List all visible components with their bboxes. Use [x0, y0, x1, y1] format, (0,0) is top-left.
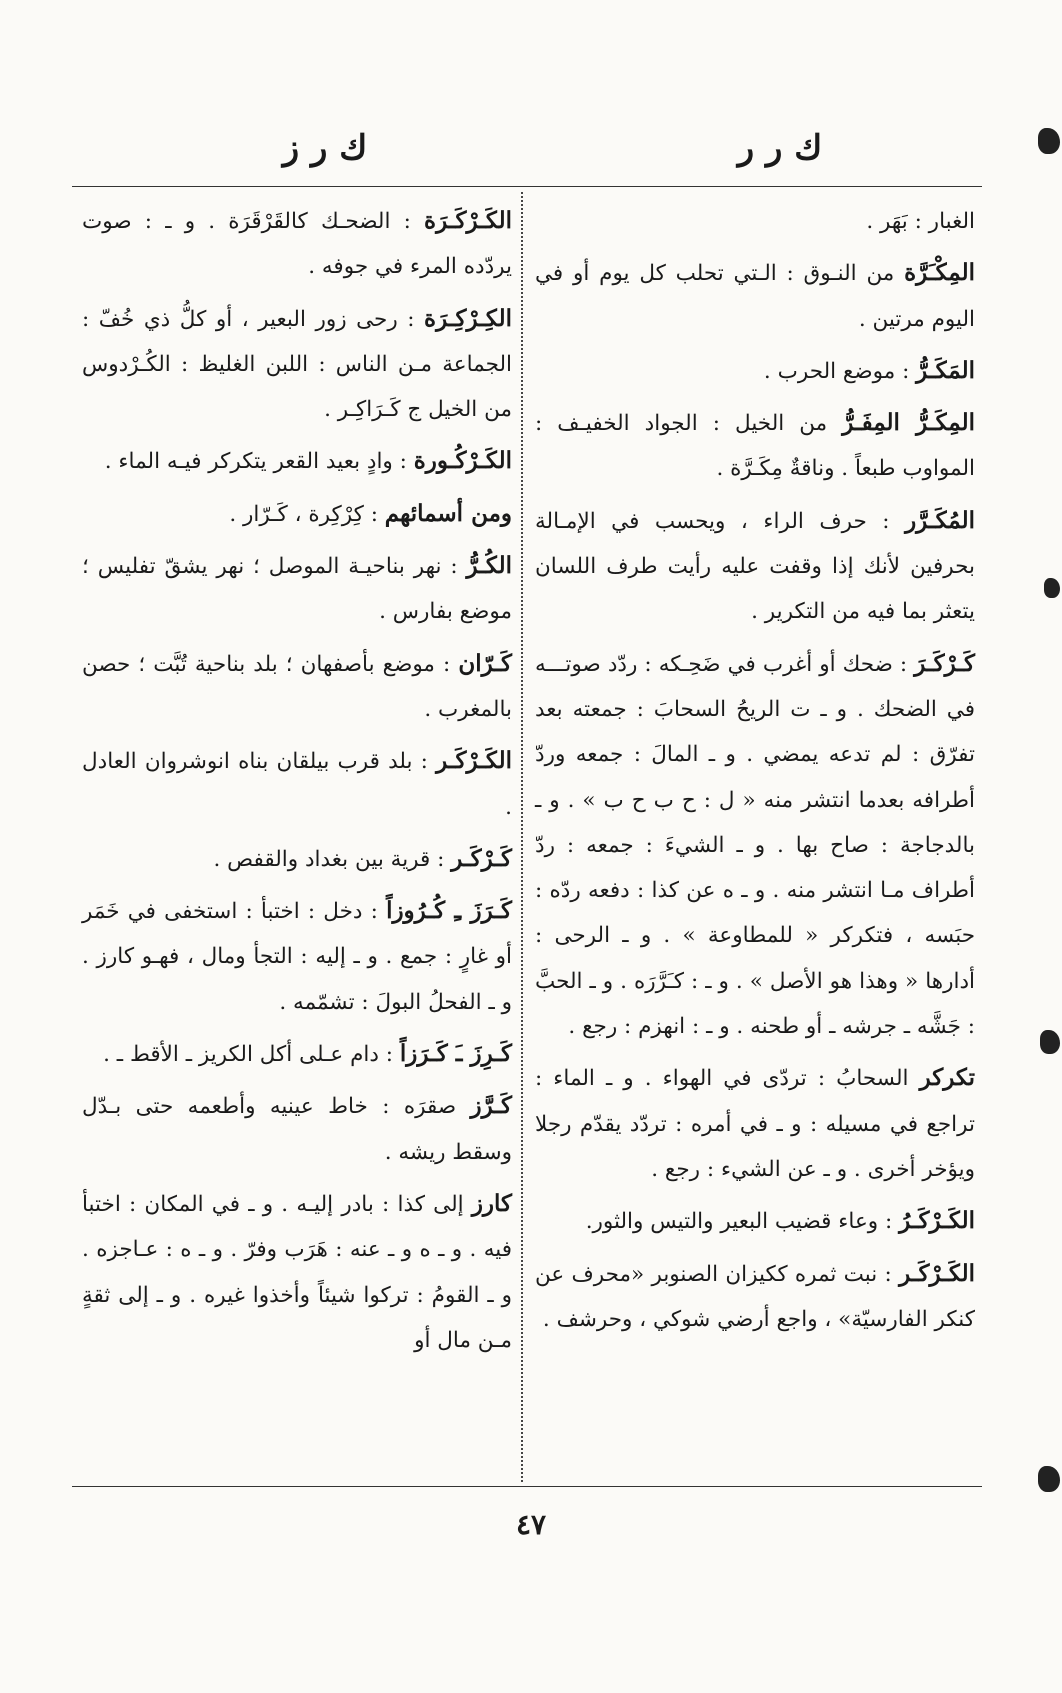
scan-edge-mark — [1044, 578, 1060, 598]
entry-headword: كَـرْكَـر — [451, 844, 512, 872]
bottom-rule — [72, 1486, 982, 1487]
entry-headword: تكركر — [919, 1064, 975, 1092]
entry-text: إلى كذا : بادر إليـه . و ـ في المكان : اختبأ فيه . و ـ ه و ـ عنه : هَرَب وفرّ . و ـ ه : عـاجزه . و ـ القومُ : تركوا شيئاً وأخذوا غيره . و ـ إلى ثقةٍ مـن مال أو — [82, 1191, 512, 1353]
entry-headword: كارز — [471, 1189, 512, 1217]
entry-text: : نهر بناحيـة الموصل ؛ نهر يشقّ تفليس ؛ موضع بفارس . — [82, 554, 512, 625]
entry-headword: الكَـرْكَـرَة — [424, 207, 512, 234]
entry-text: : رحى زور البعير ، أو كلُّ ذي خُفّ : الجماعة مـن الناس : اللبن الغليظ : الكُـرْدوس من الخيل ج كَـرَاكِـر . — [82, 306, 512, 423]
entry-text: : قرية بين بغداد والقفص . — [213, 846, 452, 872]
entry-headword: الكِـرْكِـرَة — [424, 304, 512, 332]
entry-headword: كَـرّان — [458, 649, 512, 677]
scan-edge-mark — [1038, 128, 1060, 154]
entry-text: : موضع بأصفهان ؛ بلد بناحية تُبَّت ؛ حصن بالمغرب . — [82, 651, 512, 722]
entry-text: : نبت ثمره ككيزان الصنوبر «محرف عن كنكر الفارسيّة» ، واجع أرضي شوكي ، وحرشف . — [535, 1261, 975, 1332]
entry — [535, 1198, 975, 1244]
entry — [82, 543, 512, 635]
entry-text: : بلد قرب بيلقان بناه انوشروان العادل . — [82, 749, 512, 820]
entry — [82, 641, 512, 733]
entry-headword: المِكْـَرَّة — [904, 259, 975, 287]
entry-headword: الكَـرْكَـر — [436, 747, 512, 775]
entry-headword: المُكَـرَّر — [905, 506, 975, 534]
entry — [535, 400, 975, 492]
entry — [535, 1251, 975, 1343]
entry — [82, 1031, 512, 1077]
entry — [82, 438, 512, 484]
entry-text: السحابُ : تردّى في الهواء . و ـ الماء : تراجع في مسيله : و ـ في أمره : تردّد يقدّم رجلا ويؤخر أخرى . و ـ عن الشيء : رجع . — [535, 1066, 975, 1182]
entry-headword: كَـرْكَـرَ — [914, 649, 975, 677]
entry-text: : الضحـك كالقَرْقَرَة . و ـ : صوت يردّده المرء في جوفه . — [82, 209, 512, 280]
entry-text: : كِرْكِرة ، كَـرّار . — [229, 501, 385, 527]
entry — [82, 198, 512, 290]
entry — [82, 491, 512, 537]
entry-headword: المَكَـرُّ — [916, 356, 975, 384]
entry-text: : دخل : اختبأ : استخفى في خَمَر أو غارٍ : جمع . و ـ إليه : التجأ ومال ، فهـو كارز . و ـ الفحلُ البولَ : تشمّمه . — [82, 899, 512, 1015]
entry-text: : دام عـلى أكل الكريز ـ الأقط ـ . — [103, 1042, 400, 1068]
entry-text: : وعاء قضيب البعير والتيس والثور. — [585, 1209, 900, 1235]
entry — [82, 836, 512, 882]
entry — [82, 296, 512, 433]
entry — [535, 1055, 975, 1192]
left-column — [82, 198, 512, 1369]
scan-edge-mark — [1040, 1030, 1060, 1054]
entry-headword: الكَـرْكَـر — [899, 1259, 975, 1287]
entry — [535, 641, 975, 1050]
entry-headword: الكُـرُّ — [466, 552, 512, 580]
entry-text: : وادٍ بعيد القعر يتكركر فيـه الماء . — [104, 449, 414, 475]
entry-text: من الخيل : الجواد الخفيـف : المواوب طبعاً . وناقةٌ مِكَـرَّة . — [535, 411, 975, 482]
running-header-left: ك ر ز — [282, 128, 368, 168]
entry-text: الغبار : بَهَر . — [866, 209, 975, 234]
entry-headword: المِكَـرُّ المِفَـرُّ — [842, 409, 975, 437]
entry-headword: الكَـرْكَـرُ — [899, 1207, 975, 1235]
entry-text: : حرف الراء ، ويحسب في الإمـالة بحرفين لأنك إذا وقفت عليه رأيت طرف اللسان يتعثر بما فيه من التكرير . — [535, 508, 975, 625]
top-rule — [72, 186, 982, 187]
entry — [82, 1083, 512, 1175]
entry-text: : ضحك أو أغرب في ضَحِـكه : ردّد صوتـــه في الضحك . و ـ ت الريحُ السحابَ : جمعته بعد تفرّق : لم تدعه يمضي . و ـ المالَ : جمعه وردّ أطرافه بعدما انتشر منه « ل : ح ب ح ب » . و ـ بالدجاجة : صاح بها . و ـ الشيءَ : جمعه : ردّ أطراف مـا انتشر منه . و ـ ه عن كذا : دفعه ردّه : حبَسه ، فتكركر « للمطاوعة » . و ـ الرحى : أدارها « وهذا هو الأصل » . و ـ : كـَرَّرَه . و ـ الحبَّ : جَشَّه ـ جرشه ـ أو طحنه . و ـ : انهزم : رجع . — [535, 651, 975, 1040]
entry-headword: كَـرَزَ ـِ كُـرُوزاً — [386, 897, 512, 925]
entry — [82, 888, 512, 1025]
entry — [535, 198, 975, 244]
page-number: ٤٧ — [515, 1508, 547, 1541]
entry-headword: كَـرَّز — [470, 1092, 512, 1120]
column-divider — [521, 192, 523, 1482]
entry-text: : موضع الحرب . — [763, 358, 917, 384]
right-column — [535, 198, 975, 1348]
running-header-right: ك ر ر — [737, 128, 823, 168]
entry — [82, 1181, 512, 1363]
scan-edge-mark — [1038, 1466, 1060, 1492]
entry-headword: كَـرِزَ ـَ كَـرَزاً — [399, 1040, 512, 1068]
entry-headword: الكَـرْكُـورة — [413, 447, 512, 475]
entry-text: صقرَه : خاط عينيه وأطعمه حتى بـدّل وسقط ريشه . — [82, 1094, 512, 1165]
entry — [535, 498, 975, 635]
entry — [82, 738, 512, 830]
entry-headword: ومن أسمائهم — [384, 499, 512, 527]
entry — [535, 348, 975, 394]
entry-text: من النـوق : الـتي تحلب كل يوم أو في اليوم مرتين . — [535, 261, 975, 332]
entry — [535, 250, 975, 342]
